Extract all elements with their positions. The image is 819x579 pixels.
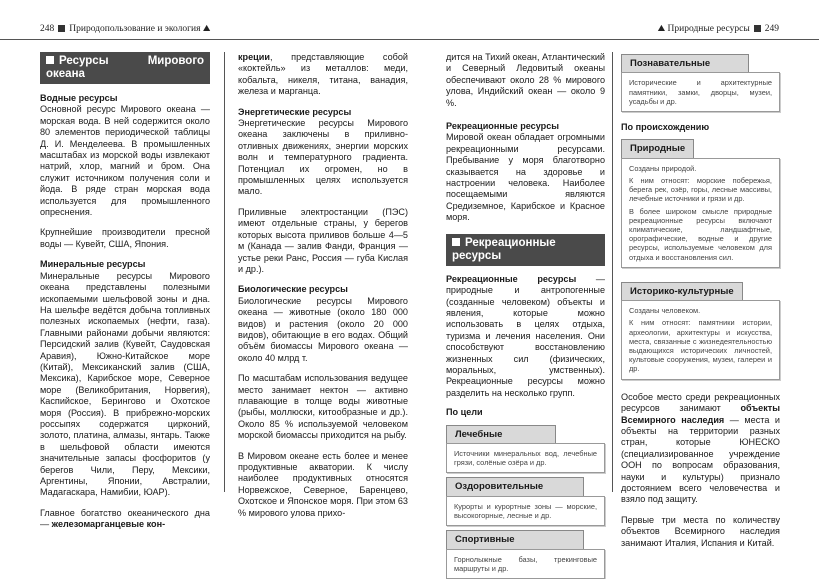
paragraph: Основной ресурс Мирового океана — морская вода. В ней содержится около 80 элементов периодической таблицы Д. И. Менделеева. В промышленных масштабах из морской воды извлекают натрий, хлор, магний и бром. Она служит источником получения соли и йода. В ряде стран морская вода используется для промышленного опреснения. bbox=[40, 104, 210, 218]
chapter-title-left: Природопользование и экология bbox=[69, 24, 201, 34]
paragraph: Главное богатство океанического дна — железомарганцевые кон- bbox=[40, 507, 210, 530]
group-text: Созданы человеком. К ним относят: памятники истории, археологии, архитектуры и искусства, места, связанные с жизнедеятельностью выдающихся исторических личностей, культовые сооружения, музеи, галереи и др. bbox=[621, 300, 780, 379]
hiker-icon: ⛰ bbox=[657, 23, 666, 33]
subheading-energy: Энергетические ресурсы bbox=[238, 106, 352, 117]
paragraph: Приливные электростанции (ПЭС) имеют отдельные страны, у берегов которых высота приливов больше 4—5 м (Канада — залив Фанди, Франция — устье реки Ранс, Россия — губа Кислая и др.). bbox=[238, 206, 408, 274]
group-card bbox=[446, 421, 605, 474]
paragraph: креции, представляющие собой «коктейль» из металлов: меди, кобальта, никеля, титана, ванадия, железа и марганца. bbox=[238, 52, 408, 97]
square-bullet-icon bbox=[46, 56, 54, 64]
group-text: Созданы природой. К ним относят: морские побережья, берега рек, озёр, горы, лесные массивы, лечебные источники и грязи и др. В более широком смысле природные рекреационные ресурсы включают климатические, ландшафтные, орографические, водные и другие ресурсы, используемые человеком для отдыха и восстановления сил. bbox=[621, 158, 780, 268]
hiker-icon: ⛰ bbox=[202, 23, 211, 33]
subheading-water: Водные ресурсы bbox=[40, 93, 118, 103]
chapter-title-right: Природные ресурсы bbox=[667, 24, 750, 34]
paragraph: Биологические ресурсы Мирового океана — животные (около 180 000 видов) и растения (около 20 000 видов), обитающие в его водах. Общий объём биомассы Мирового океана — около 40 млрд т. bbox=[238, 295, 408, 363]
section-title-ocean-resources: Ресурсы Мирового океана bbox=[40, 52, 210, 84]
label-by-purpose: По цели bbox=[446, 407, 483, 418]
group-tag: Спортивные bbox=[446, 530, 584, 548]
definition-paragraph: Рекреационные ресурсы — природные и антропогенные (созданные человеком) объекты и явления, которые можно использовать в целях отдыха, туризма и лечения населения. Они способствуют восстановлению жизненных сил (физических, моральных, умственных). Рекреационные ресурсы можно разделить на несколько групп. bbox=[446, 273, 605, 398]
group-card bbox=[446, 526, 605, 579]
group-text: Исторические и архитектурные памятники, замки, дворцы, музеи, усадьбы и др. bbox=[621, 72, 780, 112]
group-card-cultural bbox=[621, 278, 780, 380]
header-rule bbox=[0, 39, 819, 40]
paragraph: В Мировом океане есть более и менее продуктивные акватории. К числу наиболее продуктивных относятся Норвежское, Северное, Баренцево, Охотское и Японское моря. При этом 63 % мирового улова прихо- bbox=[238, 450, 408, 518]
paragraph: Мировой океан обладает огромными рекреационными ресурсами. Пребывание у моря благотворно сказывается на здоровье и настроении человека. Наиболее посещаемыми являются Средиземное, Карибское и Красное моря. bbox=[446, 132, 605, 223]
paragraph: Энергетические ресурсы Мирового океана заключены в приливно-отливных движениях, энергии морских волн и температурного градиента. Потенциал их огромен, но в промышленных целях используется мало. bbox=[238, 118, 408, 197]
column-1 bbox=[40, 52, 210, 531]
column-3 bbox=[446, 52, 605, 579]
column-divider bbox=[612, 52, 613, 492]
group-tag: Лечебные bbox=[446, 425, 556, 443]
paragraph: По масштабам использования ведущее место занимает нектон — активно плавающие в толще воды животные (рыбы, моллюски, китообразные и др.). Около 85 % используемой человеком морской биомассы приходится на рыбу. bbox=[238, 373, 408, 441]
subheading-recreational: Рекреационные ресурсы bbox=[446, 121, 560, 132]
column-4 bbox=[621, 54, 780, 549]
group-text: Горнолыжные базы, трекинговые маршруты и др. bbox=[446, 549, 605, 579]
square-bullet-icon bbox=[452, 238, 460, 246]
page-number-left: 248 bbox=[40, 24, 55, 34]
paragraph: Крупнейшие производители пресной воды — Кувейт, США, Япония. bbox=[40, 227, 210, 249]
paragraph: дится на Тихий океан, Атлантический и Северный Ледовитый океаны обеспечивают около 28 % мирового улова, Индийский океан — около 9 %. bbox=[446, 52, 605, 108]
running-head-right bbox=[658, 23, 779, 34]
paragraph: Минеральные ресурсы Мирового океана представлены полезными ископаемыми шельфовой зоны и дна. На шельфе ведётся добыча топливных полезных ископаемых (нефти, газа). Главными районами добычи являются: Персидский залив (Кувейт, Саудовская Аравия), Южно-Китайское море (Китай), Мексиканский залив (США, Мексика), Карибское море, Северное море (Великобритания, Норвегия), Каспийское, Берингово и Охотское моря (Россия). В прибрежно-морских россыпях содержатся цирконий, золото, платина, алмазы, янтарь. Также в шельфовой области имеются значительные запасы фосфоритов (у берегов Чили, Перу, Мексики, Аргентины, Японии, Австралии, Мадагаскара, Намибии, ЮАР). bbox=[40, 270, 210, 498]
square-bullet-icon bbox=[58, 25, 65, 32]
column-divider bbox=[224, 52, 225, 492]
paragraph: Первые три места по количеству объектов Всемирного наследия занимают Италия, Испания и Китай. bbox=[621, 514, 780, 548]
subheading-biological: Биологические ресурсы bbox=[238, 284, 348, 295]
label-by-origin: По происхождению bbox=[621, 122, 710, 133]
group-card-cognitive bbox=[621, 54, 780, 112]
running-head-left bbox=[40, 23, 210, 34]
square-bullet-icon bbox=[754, 25, 761, 32]
group-tag: Познавательные bbox=[621, 54, 749, 72]
page-number-right: 249 bbox=[764, 24, 779, 34]
paragraph-heritage: Особое место среди рекреационных ресурсов занимают объекты Всемирного наследия — места и объекты на территории разных стран, которые ЮНЕСКО (специализированное учреждение ООН по вопросам образования, науки и культуры) признало достоянием всего человечества и взяло под защиту. bbox=[621, 391, 780, 505]
subheading-mineral: Минеральные ресурсы bbox=[40, 259, 146, 270]
group-text: Источники минеральных вод, лечебные грязи, солёные озёра и др. bbox=[446, 443, 605, 473]
group-card-natural bbox=[621, 135, 780, 267]
section-title-recreational: Рекреационные ресурсы bbox=[446, 234, 605, 266]
group-tag: Оздоровительные bbox=[446, 477, 584, 495]
group-tag: Природные bbox=[621, 139, 694, 157]
column-2 bbox=[238, 52, 408, 519]
group-tag: Историко-культурные bbox=[621, 282, 743, 300]
group-text: Курорты и курортные зоны — морские, высокогорные, лесные и др. bbox=[446, 496, 605, 526]
group-card bbox=[446, 473, 605, 526]
